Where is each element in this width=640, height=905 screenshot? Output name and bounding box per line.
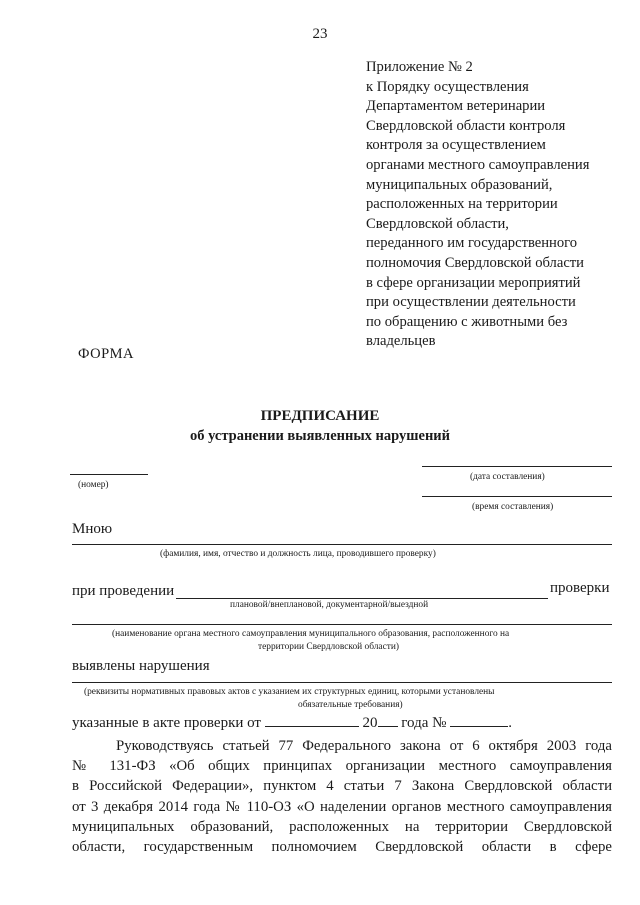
appendix-line: переданного им государственного [366,235,578,252]
number-caption: (номер) [78,480,109,490]
time-line[interactable] [422,496,612,497]
date-caption: (дата составления) [470,472,545,482]
number-line[interactable] [70,474,148,475]
document-subtitle: об устранении выявленных нарушений [189,428,451,444]
paragraph-line: Руководствуясь статьей 77 Федерального закона от 6 октября 2003 года [116,738,612,754]
paragraph-line: от 3 декабря 2014 года № 110-ОЗ «О наделении органов местного самоуправления [72,798,612,815]
during-label: при проведении [72,583,175,599]
body-paragraph [72,736,612,857]
act-end: . [508,715,512,731]
appendix-line: Приложение № 2 [366,59,473,75]
organ-caption: (наименование органа местного самоуправления муниципального образования, расположенного на [112,629,510,639]
appendix-line: органами местного самоуправления [366,156,590,173]
appendix-line: Департаментом ветеринарии [366,98,546,115]
requisites-caption: (реквизиты нормативных правовых актов с указанием их структурных единиц, которыми установлены [84,687,495,697]
organ-caption-cont: территории Свердловской области) [258,642,399,652]
paragraph-line: области, государственным полномочием Свердловской области в сфере [72,839,612,856]
appendix-line: по обращению с животными без [366,313,568,330]
appendix-block [366,58,626,352]
inspection-word: проверки [550,580,610,596]
inspector-caption: (фамилия, имя, отчество и должность лица, проводившего проверку) [160,549,436,559]
appendix-line: владельцев [366,333,436,350]
date-line[interactable] [422,466,612,467]
paragraph-line: в Российской Федерации», пунктом 4 статьи 7 Закона Свердловской области [72,778,612,795]
inspector-line[interactable] [72,544,612,545]
by-me-label: Мною [72,521,113,537]
appendix-line: контроля за осуществлением [366,137,546,154]
appendix-line: Свердловской области контроля [366,117,566,134]
violations-line[interactable] [72,682,612,683]
document-title: ПРЕДПИСАНИЕ [260,408,380,424]
appendix-line: полномочия Свердловской области [366,254,584,271]
act-reference [72,714,512,732]
violations-label: выявлены нарушения [72,658,210,674]
page-number: 23 [312,26,328,42]
appendix-line: при осуществлении деятельности [366,294,576,311]
time-caption: (время составления) [472,502,554,512]
act-year-blank[interactable] [378,714,398,727]
act-date-blank[interactable] [265,714,359,727]
inspection-type-caption: плановой/внеплановой, документарной/выездной [230,600,429,610]
paragraph-line: № 131-ФЗ «Об общих принципах организации местного самоуправления [72,758,612,775]
inspection-type-line[interactable] [176,598,548,599]
paragraph-line: муниципальных образований, расположенных на территории Свердловской [72,818,612,835]
act-year-suffix: года № [401,715,447,731]
act-number-blank[interactable] [450,714,508,727]
organ-line[interactable] [72,624,612,625]
appendix-line: расположенных на территории [366,196,558,213]
appendix-line: муниципальных образований, [366,176,553,193]
appendix-line: Свердловской области, [366,215,509,232]
requisites-caption-cont: обязательные требования) [298,700,403,710]
act-prefix: указанные в акте проверки от [72,715,261,731]
form-label: ФОРМА [78,346,135,362]
appendix-line: в сфере организации мероприятий [366,274,581,291]
act-year: 20 [362,715,378,731]
appendix-line: к Порядку осуществления [366,78,529,95]
